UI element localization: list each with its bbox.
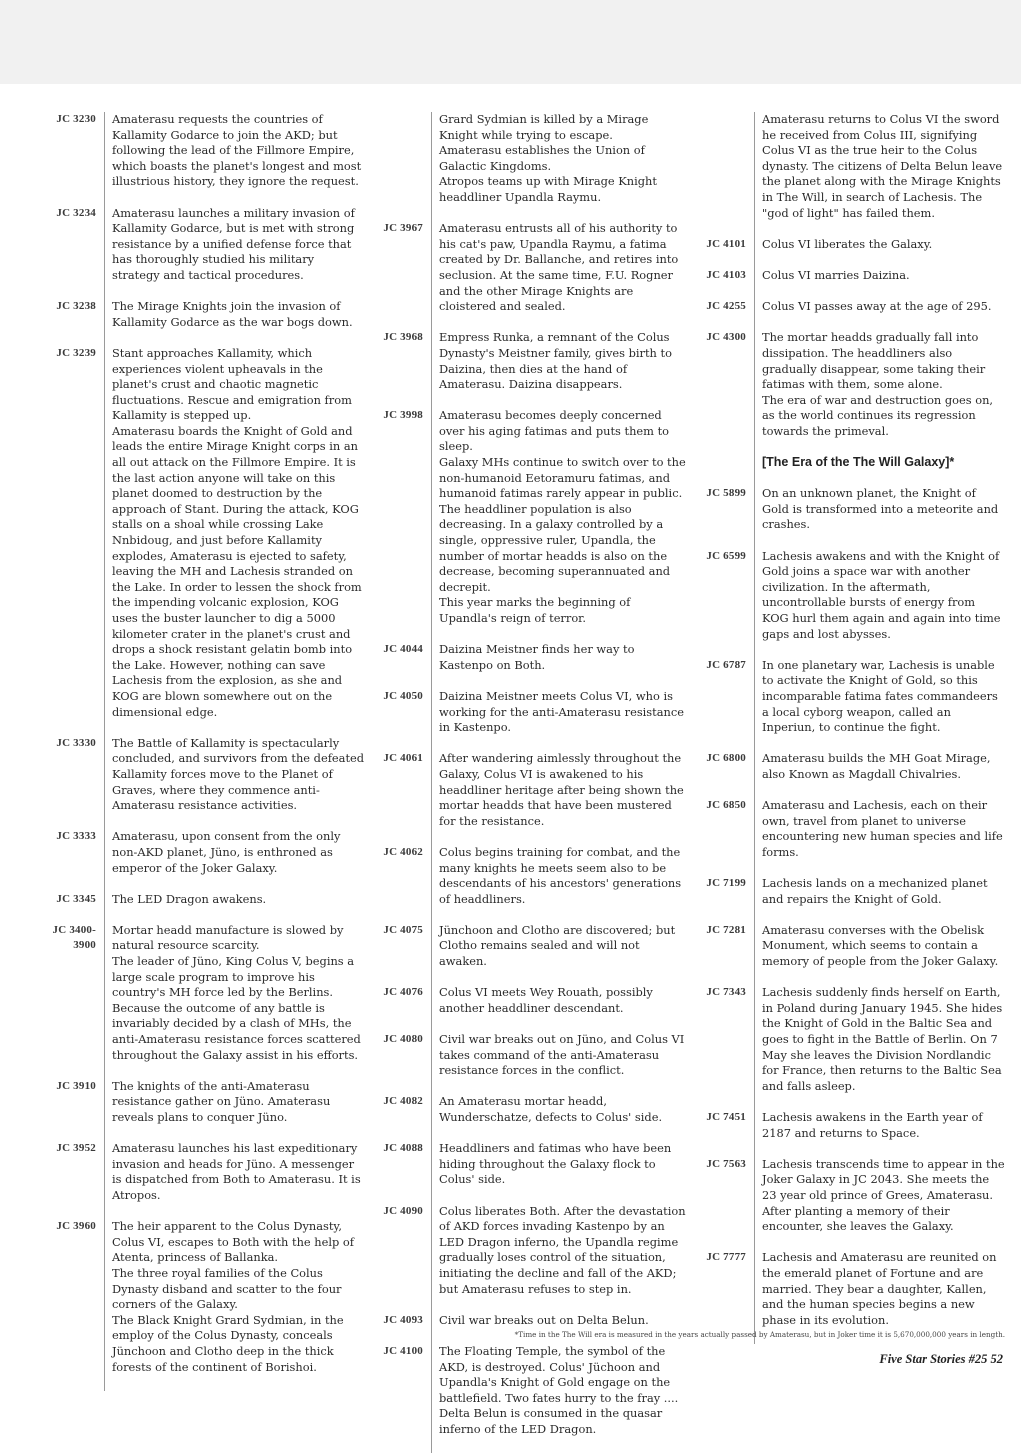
entry-text [104, 736, 365, 830]
entry-paragraph: Jünchoon and Clotho are discovered; but Clotho remains sealed and will not awaken. [439, 922, 676, 969]
timeline-entry [20, 923, 365, 1079]
entry-paragraph: Atropos teams up with Mirage Knight headdliner Upandla Raymu. [439, 174, 657, 204]
entry-text [431, 330, 690, 408]
entry-text [431, 221, 690, 330]
entry-paragraph: Stant approaches Kallamity, which experiences violent upheavals in the planet's crust and chaotic magnetic fluctuations. Rescue and emigration from Kallamity is stepped up. [112, 345, 352, 423]
entry-year: JC 7777 [706, 1251, 746, 1264]
entry-paragraph: Amaterasu boards the Knight of Gold and leads the entire Mirage Knight corps in an all out attack on the Fillmore Empire. It is the last action anyone will take on this planet doomed to destruction by the approach of Stant. During the attack, KOG stalls on a shoal while crossing Lake Nnbidoug, and just before Kallamity explodes, Amaterasu is ejected to safety, leaving the MH and Lachesis stranded on the Lake. In order to lessen the shock from the impending volcanic explosion, KOG uses the buster launcher to dig a 5000 kilometer crater in the planet's crust and drops a shock resistant gelatin bomb into the Lake. However, nothing can save Lachesis from the explosion, as she and KOG are blown somewhere out on the dimensional edge. [112, 423, 362, 719]
entry-year: JC 4300 [706, 331, 746, 344]
entry-year: JC 3333 [56, 830, 96, 843]
entry-year: JC 3400- 3900 [52, 923, 96, 952]
entry-paragraph: The heir apparent to the Colus Dynasty, Colus VI, escapes to Both with the help of Atenta, princess of Ballanka. [112, 1219, 354, 1265]
entry-paragraph: Colus VI liberates the Galaxy. [762, 236, 933, 251]
timeline-entry [20, 1141, 365, 1219]
entry-paragraph: Colus VI marries Daizina. [762, 267, 910, 282]
entry-paragraph: Civil war breaks out on Delta Belun. [439, 1312, 649, 1327]
entry-text [431, 923, 690, 985]
entry-text [431, 1032, 690, 1094]
entry-paragraph: Colus VI meets Wey Rouath, possibly another headdliner descendant. [439, 985, 653, 1015]
timeline-entry [372, 112, 690, 221]
entry-paragraph: The Battle of Kallamity is spectacularly concluded, and survivors from the defeated Kallamity forces move to the Planet of Graves, where they commence anti-Amaterasu resistance activities. [112, 735, 365, 813]
entry-year: JC 4255 [706, 300, 746, 313]
entry-text [431, 985, 690, 1032]
entry-year [695, 112, 754, 237]
entry-paragraph: This year marks the beginning of Upandla's reign of terror. [439, 595, 631, 625]
entry-text [431, 1094, 690, 1141]
entry-paragraph: Amaterasu and Lachesis, each on their own, travel from planet to universe encountering new human species and life forms. [762, 798, 1003, 859]
timeline-entry [372, 1032, 690, 1094]
timeline-column-3 [695, 112, 1005, 1328]
entry-text [431, 1344, 690, 1453]
timeline-entry [695, 299, 1005, 330]
timeline-entry [20, 892, 365, 923]
entry-year: JC 3952 [56, 1142, 96, 1155]
entry-year: JC 4101 [706, 237, 746, 250]
entry-paragraph: The Floating Temple, the symbol of the AKD, is destroyed. Colus' Jüchoon and Upandla's Knight of Gold engage on the battlefield. Two fates hurry to the fray .... [439, 1343, 679, 1405]
entry-year: JC 4088 [383, 1142, 423, 1155]
entry-year [372, 112, 431, 221]
entry-year: JC 6599 [706, 549, 746, 562]
entry-year: JC 4100 [383, 1344, 423, 1357]
entry-paragraph: The era of war and destruction goes on, as the world continues its regression towards the primeval. [762, 392, 994, 438]
entry-paragraph: Amaterasu launches a military invasion of Kallamity Godarce, but is met with strong resistance by a unified defense force that has thoroughly studied his military strategy and tactical procedures. [112, 205, 355, 282]
entry-year: JC 7343 [706, 986, 746, 999]
entry-paragraph: Lachesis transcends time to appear in the Joker Galaxy in JC 2043. She meets the 23 year old prince of Grees, Amaterasu. After planting a memory of their encounter, she leaves the Galaxy. [762, 1156, 1005, 1234]
entry-text [104, 299, 365, 346]
timeline-entry [372, 1204, 690, 1313]
entry-year: JC 3910 [56, 1079, 96, 1092]
entry-year: JC 3330 [56, 736, 96, 749]
entry-text [431, 642, 690, 689]
entry-year: JC 4050 [383, 689, 423, 702]
timeline-entry [372, 1344, 690, 1453]
timeline-entry [695, 923, 1005, 985]
timeline-entry [695, 268, 1005, 299]
entry-paragraph: Amaterasu, upon consent from the only non-AKD planet, Jüno, is enthroned as emperor of the Joker Galaxy. [112, 829, 341, 875]
timeline-entry [372, 330, 690, 408]
entry-year: JC 7281 [706, 923, 746, 936]
entry-text [431, 112, 690, 221]
entry-paragraph: Lachesis awakens and with the Knight of Gold joins a space war with another civilization. In the aftermath, uncontrollable bursts of energy from KOG hurl them again and again into time gaps and lost abysses. [762, 548, 1001, 641]
entry-text [754, 112, 1005, 237]
timeline-entry [695, 549, 1005, 658]
entry-paragraph: Amaterasu establishes the Union of Galactic Kingdoms. [439, 143, 645, 173]
entry-paragraph: Amaterasu launches his last expeditionary invasion and heads for Jüno. A messenger is dispatched from Both to Amaterasu. It is Atropos. [112, 1141, 361, 1202]
entry-paragraph: Colus begins training for combat, and the many knights he meets seem also to be descendants of his ancestors' generations of headdliners. [439, 844, 682, 906]
timeline-entry [20, 206, 365, 300]
entry-year: JC 4044 [383, 643, 423, 656]
timeline-entry [20, 299, 365, 346]
page-footer: Five Star Stories #25 52 [879, 1352, 1003, 1366]
entry-year: JC 7563 [706, 1157, 746, 1170]
entry-year: JC 3998 [383, 409, 423, 422]
timeline-entry [20, 346, 365, 736]
entry-text [754, 1110, 1005, 1157]
timeline-entry [695, 876, 1005, 923]
timeline-entry [20, 1219, 365, 1391]
timeline-entry [372, 642, 690, 689]
timeline-entry [20, 736, 365, 830]
entry-paragraph: Delta Belun is consumed in the quasar inferno of the LED Dragon. [439, 1406, 663, 1436]
timeline-entry [695, 330, 1005, 455]
entry-paragraph: Colus liberates Both. After the devastation of AKD forces invading Kastenpo by an LED Dragon inferno, the Upandla regime gradually loses control of the situation, initiating the decline and fall of the AKD; but Amaterasu refuses to step in. [439, 1203, 686, 1296]
timeline-column-2 [372, 112, 690, 1436]
entry-paragraph: On an unknown planet, the Knight of Gold is transformed into a meteorite and crashes. [762, 486, 999, 532]
entry-text [104, 206, 365, 300]
entry-text [754, 798, 1005, 876]
entry-year: JC 4076 [383, 986, 423, 999]
era-heading [695, 455, 1005, 486]
entry-year: JC 4062 [383, 845, 423, 858]
timeline-entry [695, 658, 1005, 752]
entry-paragraph: The knights of the anti-Amaterasu resistance gather on Jüno. Amaterasu reveals plans to conquer Jüno. [112, 1078, 331, 1124]
era-heading-text: [The Era of the The Will Galaxy]* [754, 455, 1005, 486]
era-heading-spacer [695, 455, 754, 486]
entry-text [754, 985, 1005, 1110]
timeline-entry [695, 112, 1005, 237]
entry-paragraph: Mortar headd manufacture is slowed by natural resource scarcity. [112, 922, 344, 953]
entry-paragraph: Lachesis and Amaterasu are reunited on the emerald planet of Fortune and are married. They bear a daughter, Kallen, and the human species begins a new phase in its evolution. [762, 1250, 997, 1327]
timeline-entry [695, 486, 1005, 548]
entry-paragraph: Grard Sydmian is killed by a Mirage Knight while trying to escape. [439, 112, 649, 142]
entry-paragraph: The mortar headds gradually fall into dissipation. The headdliners also gradually disappear, some taking their fatimas with them, some alone. [762, 330, 986, 392]
entry-year: JC 7451 [706, 1111, 746, 1123]
entry-text [104, 1219, 365, 1391]
timeline-entry [372, 845, 690, 923]
entry-paragraph: Amaterasu converses with the Obelisk Monument, which seems to contain a memory of people from the Joker Galaxy. [762, 922, 999, 969]
entry-year: JC 4061 [383, 752, 423, 765]
entry-text [104, 923, 365, 1079]
timeline-entry [695, 1110, 1005, 1157]
entry-text [431, 689, 690, 751]
entry-text [754, 268, 1005, 299]
entry-paragraph: The LED Dragon awakens. [112, 891, 267, 906]
top-margin-band [0, 0, 1021, 84]
entry-paragraph: Amaterasu builds the MH Goat Mirage, also Known as Magdall Chivalries. [762, 751, 991, 781]
entry-paragraph: Amaterasu requests the countries of Kallamity Godarce to join the AKD; but following the lead of the Fillmore Empire, which boasts the planet's longest and most illustrious history, they ignore the request. [112, 112, 362, 189]
entry-year: JC 3967 [383, 222, 423, 235]
timeline-entry [695, 1157, 1005, 1251]
entry-text [754, 1157, 1005, 1251]
entry-paragraph: Lachesis awakens in the Earth year of 2187 and returns to Space. [762, 1110, 983, 1140]
entry-text [104, 892, 365, 923]
entry-text [431, 408, 690, 642]
entry-text [104, 1079, 365, 1141]
entry-text [754, 876, 1005, 923]
timeline-entry [372, 751, 690, 845]
entry-year: JC 3960 [56, 1220, 96, 1233]
entry-paragraph: Amaterasu becomes deeply concerned over his aging fatimas and puts them to sleep. [439, 408, 670, 454]
entry-year: JC 6787 [706, 658, 746, 671]
entry-year: JC 3239 [56, 346, 96, 359]
entry-paragraph: Daizina Meistner finds her way to Kastenpo on Both. [439, 642, 635, 672]
entry-year: JC 4093 [383, 1313, 423, 1326]
entry-paragraph: After wandering aimlessly throughout the Galaxy, Colus VI is awakened to his headdliner heritage after being shown the mortar headds that have been mustered for the resistance. [439, 751, 684, 828]
entry-paragraph: Empress Runka, a remnant of the Colus Dynasty's Meistner family, gives birth to Daizina, then dies at the hand of Amaterasu. Daizina disappears. [439, 330, 672, 392]
entry-paragraph: The three royal families of the Colus Dynasty disband and scatter to the four corners of the Galaxy. [112, 1265, 342, 1312]
timeline-entry [372, 689, 690, 751]
entry-text [754, 658, 1005, 752]
timeline-entry [695, 985, 1005, 1110]
entry-text [754, 923, 1005, 985]
entry-paragraph: Lachesis lands on a mechanized planet and repairs the Knight of Gold. [762, 876, 988, 906]
entry-paragraph: The leader of Jüno, King Colus V, begins a large scale program to improve his country's MH force led by the Berlins. Because the outcome of any battle is invariably decided by a clash of MHs, the anti-Amaterasu resistance forces scattered throughout the Galaxy assist in his efforts. [112, 954, 361, 1062]
entry-paragraph: Amaterasu entrusts all of his authority to his cat's paw, Upandla Raymu, a fatima created by Dr. Ballanche, and retires into seclusion. At the same time, F.U. Rogner and the other Mirage Knights are cloistered and sealed. [439, 221, 679, 314]
entry-paragraph: Colus VI passes away at the age of 295. [762, 299, 992, 314]
entry-text [104, 1141, 365, 1219]
entry-text [754, 330, 1005, 455]
entry-text [104, 829, 365, 891]
entry-paragraph: Lachesis suddenly finds herself on Earth, in Poland during January 1945. She hides the Knight of Gold in the Baltic Sea and goes to fight in the Battle of Berlin. On 7 May she leaves the Division Nordlandic for France, then returns to the Baltic Sea and falls asleep. [762, 985, 1003, 1093]
entry-paragraph: Headdliners and fatimas who have been hiding throughout the Galaxy flock to Colus' side. [439, 1141, 672, 1187]
entry-year: JC 4082 [383, 1095, 423, 1108]
entry-paragraph: The Mirage Knights join the invasion of Kallamity Godarce as the war bogs down. [112, 299, 353, 329]
entry-text [104, 112, 365, 206]
entry-text [754, 751, 1005, 798]
entry-paragraph: In one planetary war, Lachesis is unable to activate the Knight of Gold, so this incomparable fatima fates commandeers a local cyborg weapon, called an Inperiun, to continue the fight. [762, 657, 998, 735]
entry-text [754, 299, 1005, 330]
entry-text [754, 237, 1005, 268]
timeline-entry [695, 798, 1005, 876]
entry-year: JC 3238 [56, 300, 96, 313]
entry-paragraph: Galaxy MHs continue to switch over to the non-humanoid Eetoramuru fatimas, and humanoid fatimas rarely appear in public. The headdliner population is also decreasing. In a galaxy controlled by a single, oppressive ruler, Upandla, the number of mortar headds is also on the decrease, becoming superannuated and decrepit. [439, 455, 686, 594]
entry-year: JC 4075 [383, 923, 423, 936]
entry-year: JC 3968 [383, 331, 423, 344]
entry-text [431, 751, 690, 845]
timeline-entry [20, 829, 365, 891]
timeline-column-1 [20, 112, 365, 1374]
timeline-entry [372, 221, 690, 330]
timeline-entry [372, 408, 690, 642]
entry-year: JC 3234 [56, 206, 96, 219]
entry-year: JC 6850 [706, 799, 746, 812]
timeline-entry [372, 985, 690, 1032]
entry-year: JC 6800 [706, 752, 746, 765]
entry-paragraph: The Black Knight Grard Sydmian, in the employ of the Colus Dynasty, conceals Jünchoon and Clotho deep in the thick forests of the continent of Borishoi. [112, 1312, 344, 1374]
timeline-entry [695, 237, 1005, 268]
entry-paragraph: An Amaterasu mortar headd, Wunderschatze, defects to Colus' side. [439, 1094, 663, 1124]
timeline-entry [20, 112, 365, 206]
timeline-entry [695, 751, 1005, 798]
entry-year: JC 3230 [56, 113, 96, 125]
entry-text [431, 1141, 690, 1203]
entry-year: JC 7199 [706, 877, 746, 890]
era-footnote: *Time in the The Will era is measured in the years actually passed by Amaterasu, but in Joker time it is 5,670,000,000 years in length. [514, 1330, 1005, 1339]
timeline-entry [372, 1141, 690, 1203]
timeline-entry [372, 923, 690, 985]
entry-paragraph: Daizina Meistner meets Colus VI, who is working for the anti-Amaterasu resistance in Kastenpo. [439, 688, 684, 735]
entry-year: JC 4080 [383, 1033, 423, 1046]
entry-paragraph: Amaterasu returns to Colus VI the sword he received from Colus III, signifying Colus VI as the true heir to the Colus dynasty. The citizens of Delta Belun leave the planet along with the Mirage Knights in The Will, in search of Lachesis. The "god of light" has failed them. [762, 112, 1003, 220]
entry-text [754, 486, 1005, 548]
entry-year: JC 4090 [383, 1204, 423, 1217]
timeline-entry [20, 1079, 365, 1141]
entry-text [754, 549, 1005, 658]
entry-paragraph: Civil war breaks out on Jüno, and Colus VI takes command of the anti-Amaterasu resistance forces in the conflict. [439, 1032, 685, 1078]
entry-text [431, 1204, 690, 1313]
entry-year: JC 4103 [706, 268, 746, 281]
entry-year: JC 5899 [706, 487, 746, 500]
entry-text [104, 346, 365, 736]
entry-text [431, 845, 690, 923]
entry-year: JC 3345 [56, 892, 96, 905]
timeline-entry [372, 1094, 690, 1141]
